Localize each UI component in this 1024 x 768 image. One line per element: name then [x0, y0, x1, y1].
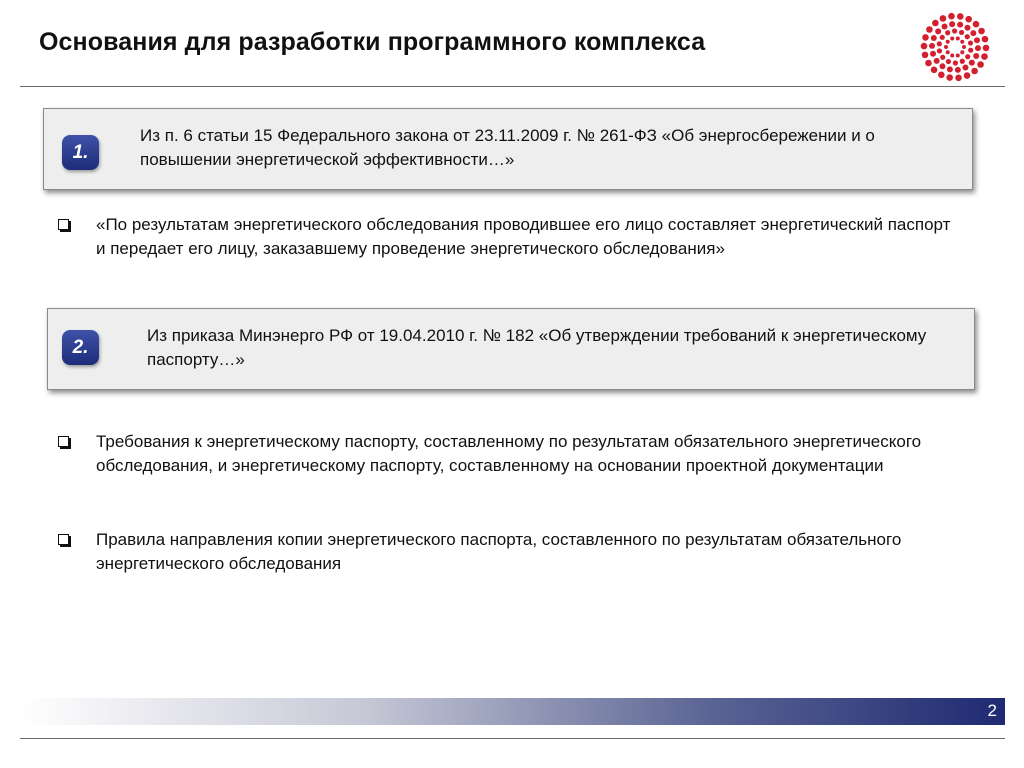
- logo-dot: [953, 60, 958, 65]
- logo-dot: [956, 36, 960, 40]
- logo-dot: [965, 54, 970, 59]
- logo-dot: [955, 75, 962, 82]
- source-text-1: Из п. 6 статьи 15 Федерального закона от 23.11.2009 г. № 261-ФЗ «Об энергосбережении и о повышении энергетической эффективности…»: [140, 126, 875, 169]
- logo-dot: [968, 48, 973, 53]
- logo: [918, 10, 992, 84]
- logo-dot: [949, 21, 955, 27]
- logo-dot: [940, 35, 945, 40]
- page-title: Основания для разработки программного комплекса: [39, 28, 706, 56]
- logo-dot: [922, 34, 929, 41]
- logo-dot: [969, 60, 975, 66]
- list-item-text: «По результатам энергетического обследования проводившее его лицо составляет энергетический паспорт и передает его лицу, заказавшему проведение энергетического обследования»: [96, 215, 951, 258]
- logo-dot: [925, 60, 932, 67]
- logo-dot: [982, 36, 989, 43]
- list-item-text: Правила направления копии энергетического паспорта, составленного по результатам обязательного энергетического обследования: [96, 530, 902, 573]
- logo-dot: [968, 40, 973, 45]
- logo-dot: [952, 28, 957, 33]
- logo-dot: [931, 35, 937, 41]
- logo-dot: [962, 64, 968, 70]
- logo-dot: [977, 61, 984, 68]
- logo-dot: [945, 30, 950, 35]
- source-box-2: [47, 308, 975, 390]
- logo-dot: [957, 22, 963, 28]
- footer-divider: [20, 738, 1005, 739]
- header-divider: [20, 86, 1005, 87]
- footer-bar: [20, 698, 1005, 725]
- logo-dot: [931, 67, 938, 74]
- logo-dot: [950, 54, 954, 58]
- checkbox-bullet-icon: [58, 534, 69, 545]
- logo-dot: [948, 13, 955, 20]
- logo-dot: [940, 15, 947, 22]
- logo-dot: [965, 25, 971, 31]
- logo-dot: [940, 63, 946, 69]
- logo-dot: [942, 24, 948, 30]
- logo-dot: [962, 45, 966, 49]
- logo-dot: [944, 45, 948, 49]
- source-box-1: [43, 108, 973, 190]
- logo-dot: [946, 40, 950, 44]
- logo-dot: [956, 54, 960, 58]
- logo-dot: [947, 66, 953, 72]
- logo-dot: [973, 21, 980, 28]
- list-item-text: Требования к энергетическому паспорту, составленному по результатам обязательного энергетического обследования, и энергетическому паспорту, составленному на основании проектной документации: [96, 432, 922, 475]
- logo-dot: [935, 28, 941, 34]
- checkbox-bullet-icon: [58, 219, 69, 230]
- logo-dot: [926, 26, 933, 33]
- logo-dot: [981, 53, 988, 60]
- logo-dot: [950, 36, 954, 40]
- logo-dot: [929, 43, 935, 49]
- logo-dot: [937, 48, 942, 53]
- logo-dot: [965, 16, 972, 23]
- logo-dot: [960, 59, 965, 64]
- logo-dot: [974, 37, 980, 43]
- logo-dot: [937, 41, 942, 46]
- logo-dot: [934, 58, 940, 64]
- logo-dot: [957, 13, 964, 20]
- logo-dot: [965, 34, 970, 39]
- logo-dot: [960, 50, 964, 54]
- logo-dot: [922, 52, 929, 59]
- logo-dot: [971, 68, 978, 75]
- logo-dot: [983, 45, 990, 52]
- logo-dot: [938, 72, 945, 79]
- logo-dot: [930, 51, 936, 57]
- logo-dot: [960, 40, 964, 44]
- logo-dot: [921, 43, 928, 50]
- logo-dot: [978, 28, 985, 35]
- number-badge-2: 2.: [62, 330, 99, 365]
- number-badge-1: 1.: [62, 135, 99, 170]
- checkbox-bullet-icon: [58, 436, 69, 447]
- page-number: 2: [987, 701, 997, 720]
- logo-dot: [955, 67, 961, 73]
- logo-dot: [946, 50, 950, 54]
- logo-dot: [946, 74, 953, 81]
- logo-dot: [964, 72, 971, 79]
- logo-dot: [970, 30, 976, 36]
- logo-dot: [975, 45, 981, 51]
- logo-dot: [932, 20, 939, 27]
- logo-dot: [940, 55, 945, 60]
- source-text-2: Из приказа Минэнерго РФ от 19.04.2010 г. № 182 «Об утверждении требований к энергетическому паспорту…»: [147, 326, 927, 369]
- logo-dot: [959, 30, 964, 35]
- logo-dot: [946, 59, 951, 64]
- logo-dot: [973, 53, 979, 59]
